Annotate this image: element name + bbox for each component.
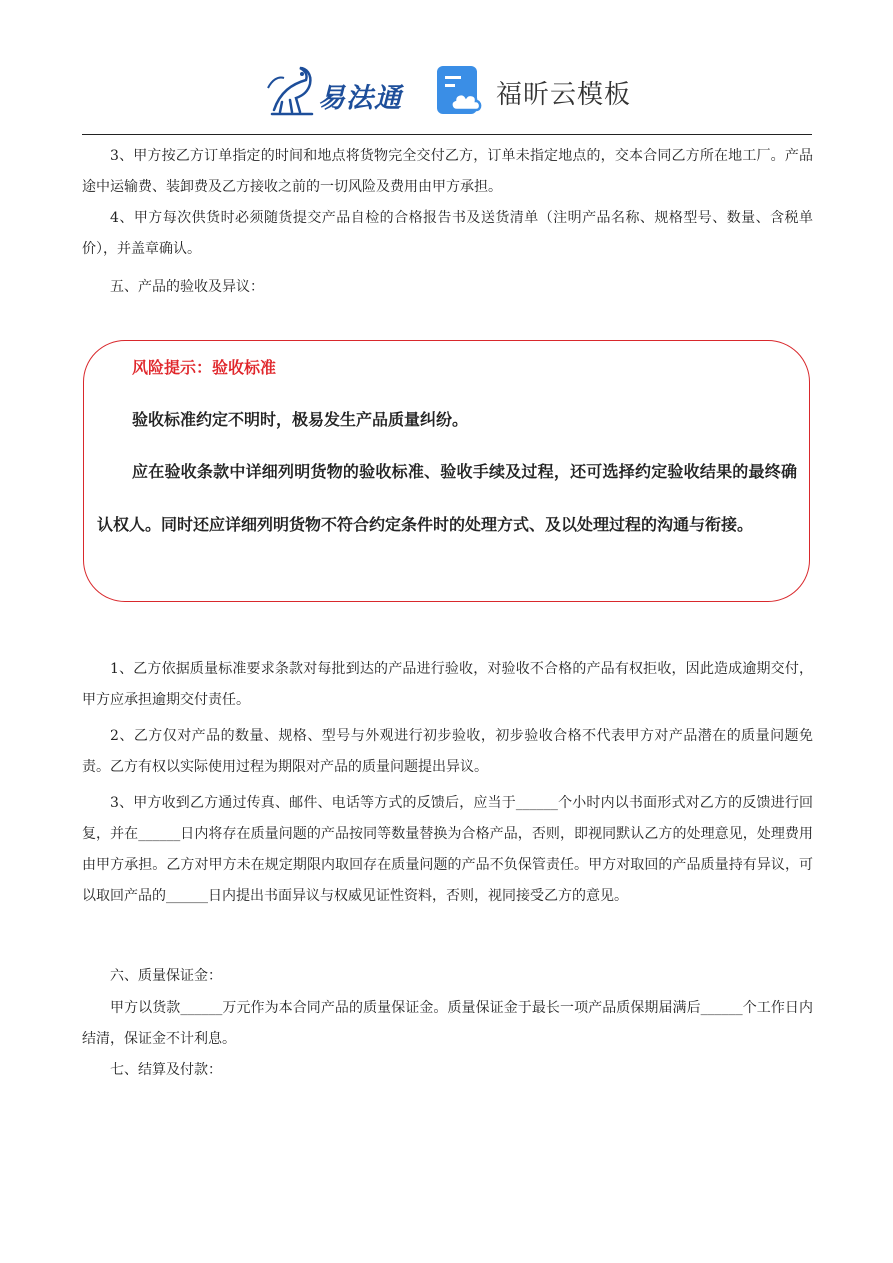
risk-warning-detail: 应在验收条款中详细列明货物的验收标准、验收手续及过程，还可选择约定验收结果的最终确认权人。同时还应详细列明货物不符合约定条件时的处理方式、及以处理过程的沟通与衔接。 <box>97 462 797 534</box>
paragraph-quality-deposit: 甲方以货款______万元作为本合同产品的质量保证金。质量保证金于最长一项产品质保期届满后______个工作日内结清，保证金不计利息。 <box>82 1000 813 1047</box>
document-header <box>0 58 893 128</box>
paragraph-initial-inspection: 2、乙方仅对产品的数量、规格、型号与外观进行初步验收，初步验收合格不代表甲方对产品潜在的质量问题免责。乙方有权以实际使用过程为期限对产品的质量问题提出异议。 <box>82 728 813 775</box>
risk-warning-title: 风险提示：验收标准 <box>132 358 277 377</box>
section-7-heading: 七、结算及付款： <box>110 1062 222 1078</box>
yifatong-logo-text: 易法通 <box>318 83 402 114</box>
paragraph-inspection-report: 4、甲方每次供货时必须随货提交产品自检的合格报告书及送货清单（注明产品名称、规格型号、数量、含税单价），并盖章确认。 <box>82 210 813 257</box>
foxit-template-logo <box>435 64 655 118</box>
paragraph-delivery-location: 3、甲方按乙方订单指定的时间和地点将货物完全交付乙方，订单未指定地点的，交本合同乙方所在地工厂。产品途中运输费、装卸费及乙方接收之前的一切风险及费用由甲方承担。 <box>82 148 813 195</box>
paragraph-feedback-handling: 3、甲方收到乙方通过传真、邮件、电话等方式的反馈后，应当于______个小时内以书面形式对乙方的反馈进行回复，并在______日内将存在质量问题的产品按同等数量替换为合格产品，否则，即视同默认乙方的处理意见，处理费用由甲方承担。乙方对甲方未在规定期限内取回存在质量问题的产品不负保管责任。甲方对取回的产品质量持有异议，可以取回产品的______日内提出书面异议与权威见证性资料，否则，视同接受乙方的意见。 <box>82 795 813 904</box>
risk-warning-box <box>83 340 810 602</box>
section-5-heading: 五、产品的验收及异议： <box>110 279 264 295</box>
risk-warning-summary: 验收标准约定不明时，极易发生产品质量纠纷。 <box>132 410 469 429</box>
document-cloud-icon <box>435 64 487 116</box>
header-divider <box>82 134 812 135</box>
section-6-heading: 六、质量保证金： <box>110 968 222 984</box>
foxit-template-logo-text: 福昕云模板 <box>496 80 632 110</box>
paragraph-acceptance-rejection: 1、乙方依据质量标准要求条款对每批到达的产品进行验收，对验收不合格的产品有权拒收，因此造成逾期交付，甲方应承担逾期交付责任。 <box>82 661 813 708</box>
yifatong-logo <box>262 62 412 122</box>
horse-icon <box>262 62 322 122</box>
